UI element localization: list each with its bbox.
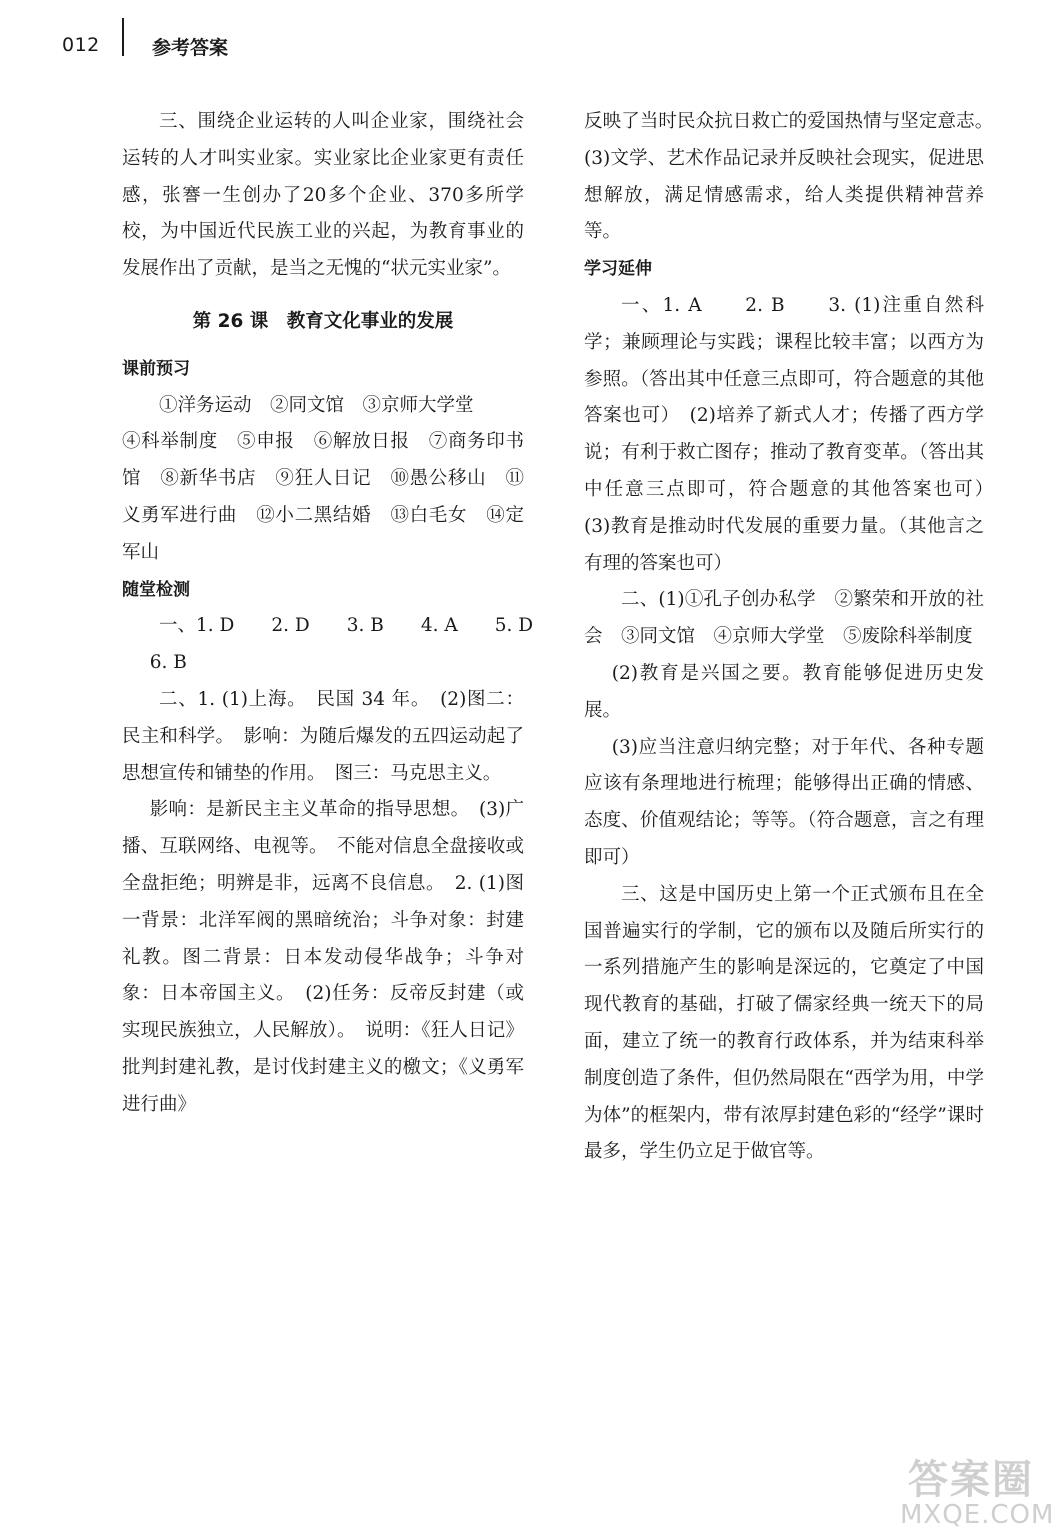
continuation-paragraph: 反映了当时民众抗日救亡的爱国热情与坚定意志。 (3)文学、艺术作品记录并反映社会现实，促进思想解放，满足情感需求，给人类提供精神营养等。	[584, 111, 1003, 243]
intro-paragraph: 三、围绕企业运转的人叫企业家，围绕社会运转的人才叫实业家。实业家比企业家更有责任感，张謇一生创办了20多个企业、370多所学校，为中国近代民族工业的兴起，为教育事业的发展作出了贡献，是当之无愧的“状元实业家”。	[122, 111, 524, 280]
check-part2-continued: 影响：是新民主主义革命的指导思想。 (3)广播、互联网络、电视等。 不能对信息全盘接收或全盘拒绝；明辨是非，远离不良信息。 2. (1)图一背景：北洋军阀的黑暗统治；斗争对象：封建礼教。图二背景：日本发动侵华战争；斗争对象：日本帝国主义。 (2)任务：反帝反封建（或实现民族独立，人民解放）。 说明：《狂人日记》批判封建礼教，是讨伐封建主义的檄文；《义勇军进行曲》	[122, 799, 524, 1115]
extend-part3: 三、这是中国历史上第一个正式颁布且在全国普遍实行的学制，它的颁布以及随后所实行的一系列措施产生的影响是深远的，它奠定了中国现代教育的基础，打破了儒家经典一统天下的局面，建立了统一的教育行政体系，并为结束科举制度创造了条件，但仍然局限在“西学为用，中学为体”的框架内，带有浓厚封建色彩的“经学”课时最多，学生仍立足于做官等。	[584, 883, 984, 1163]
check-answers-line2: 6. B	[149, 652, 187, 674]
extend-part2b: (2)教育是兴国之要。教育能够促进历史发展。	[584, 662, 984, 721]
page-number: 012	[62, 34, 100, 56]
watermark-bottom-text: MXQE.COM	[900, 1500, 1055, 1530]
check-answers-line1: 一、1. D 2. D 3. B 4. A 5. D	[159, 615, 534, 637]
header-divider	[122, 18, 124, 56]
preview-answers-line1: ①洋务运动 ②同文馆 ③京师大学堂	[159, 394, 474, 416]
extend-part2: 二、(1)①孔子创办私学 ②繁荣和开放的社会 ③同文馆 ④京师大学堂 ⑤废除科举制度	[584, 589, 984, 648]
preview-answers: ④科举制度 ⑤申报 ⑥解放日报 ⑦商务印书馆 ⑧新华书店 ⑨狂人日记 ⑩愚公移山 ⑪义勇军进行曲 ⑫小二黑结婚 ⑬白毛女 ⑭定军山	[122, 431, 524, 563]
left-column	[122, 104, 534, 1124]
check-part2-paragraph: 二、1. (1)上海。 民国 34 年。 (2)图二：民主和科学。 影响：为随后爆发的五四运动起了思想宣传和铺垫的作用。 图三：马克思主义。	[122, 688, 524, 784]
lesson-title: 第 26 课 教育文化事业的发展	[192, 310, 454, 332]
watermark-top-text: 答案圈	[908, 1457, 1034, 1503]
watermark-logo	[900, 1448, 1060, 1534]
preview-heading: 课前预习	[122, 358, 190, 379]
check-heading: 随堂检测	[122, 579, 190, 600]
extend-part2c: (3)应当注意归纳完整；对于年代、各种专题应该有条理地进行梳理；能够得出正确的情感、态度、价值观结论；等等。（符合题意，言之有理即可）	[584, 736, 984, 868]
extend-part1: 一、1. A 2. B 3. (1)注重自然科学；兼顾理论与实践；课程比较丰富；以西方为参照。（答出其中任意三点即可，符合题意的其他答案也可） (2)培养了新式人才；传播了西方学说；有利于救亡图存；推动了教育变革。（答出其中任意三点即可，符合题意的其他答案也可） (3)教育是推动时代发展的重要力量。（其他言之有理的答案也可）	[584, 294, 1003, 574]
extend-heading: 学习延伸	[584, 259, 652, 280]
header-title: 参考答案	[152, 37, 229, 59]
right-column	[584, 104, 1003, 1171]
